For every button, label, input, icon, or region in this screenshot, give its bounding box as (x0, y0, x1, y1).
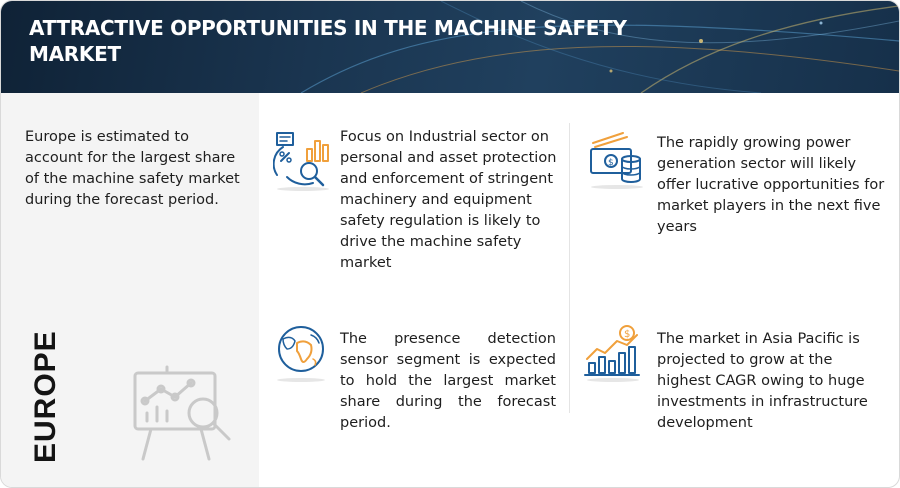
industrial-analytics-icon (273, 129, 333, 191)
money-stack-icon (587, 129, 647, 189)
analytics-board-icon (131, 361, 235, 465)
page-title: ATTRACTIVE OPPORTUNITIES IN THE MACHINE SAFETY MARKET (29, 16, 627, 66)
header-banner (1, 1, 899, 93)
globe-icon (273, 323, 329, 383)
growth-chart-icon (583, 323, 643, 383)
region-description: Europe is estimated to account for the largest share of the machine safety market during the forecast period. (25, 129, 240, 208)
region-label: EUROPE (29, 330, 62, 463)
svg-text:$: $ (624, 329, 631, 340)
opportunity-text-industrial: Focus on Industrial sector on personal and asset protection and enforcement of stringent machinery and equipment safety regulation is likely to drive the machine safety market (340, 129, 557, 271)
opportunity-text-power-generation: The rapidly growing power generation sector will likely offer lucrative opportunities for market players in the next five years (657, 135, 885, 235)
opportunity-text-asia-pacific: The market in Asia Pacific is projected to grow at the highest CAGR owing to huge investments in infrastructure development (657, 331, 868, 431)
column-divider (569, 123, 570, 413)
opportunity-text-presence-sensor: The presence detection sensor segment is expected to hold the largest market share during the forecast period. (340, 331, 556, 431)
svg-text:$: $ (608, 158, 614, 168)
